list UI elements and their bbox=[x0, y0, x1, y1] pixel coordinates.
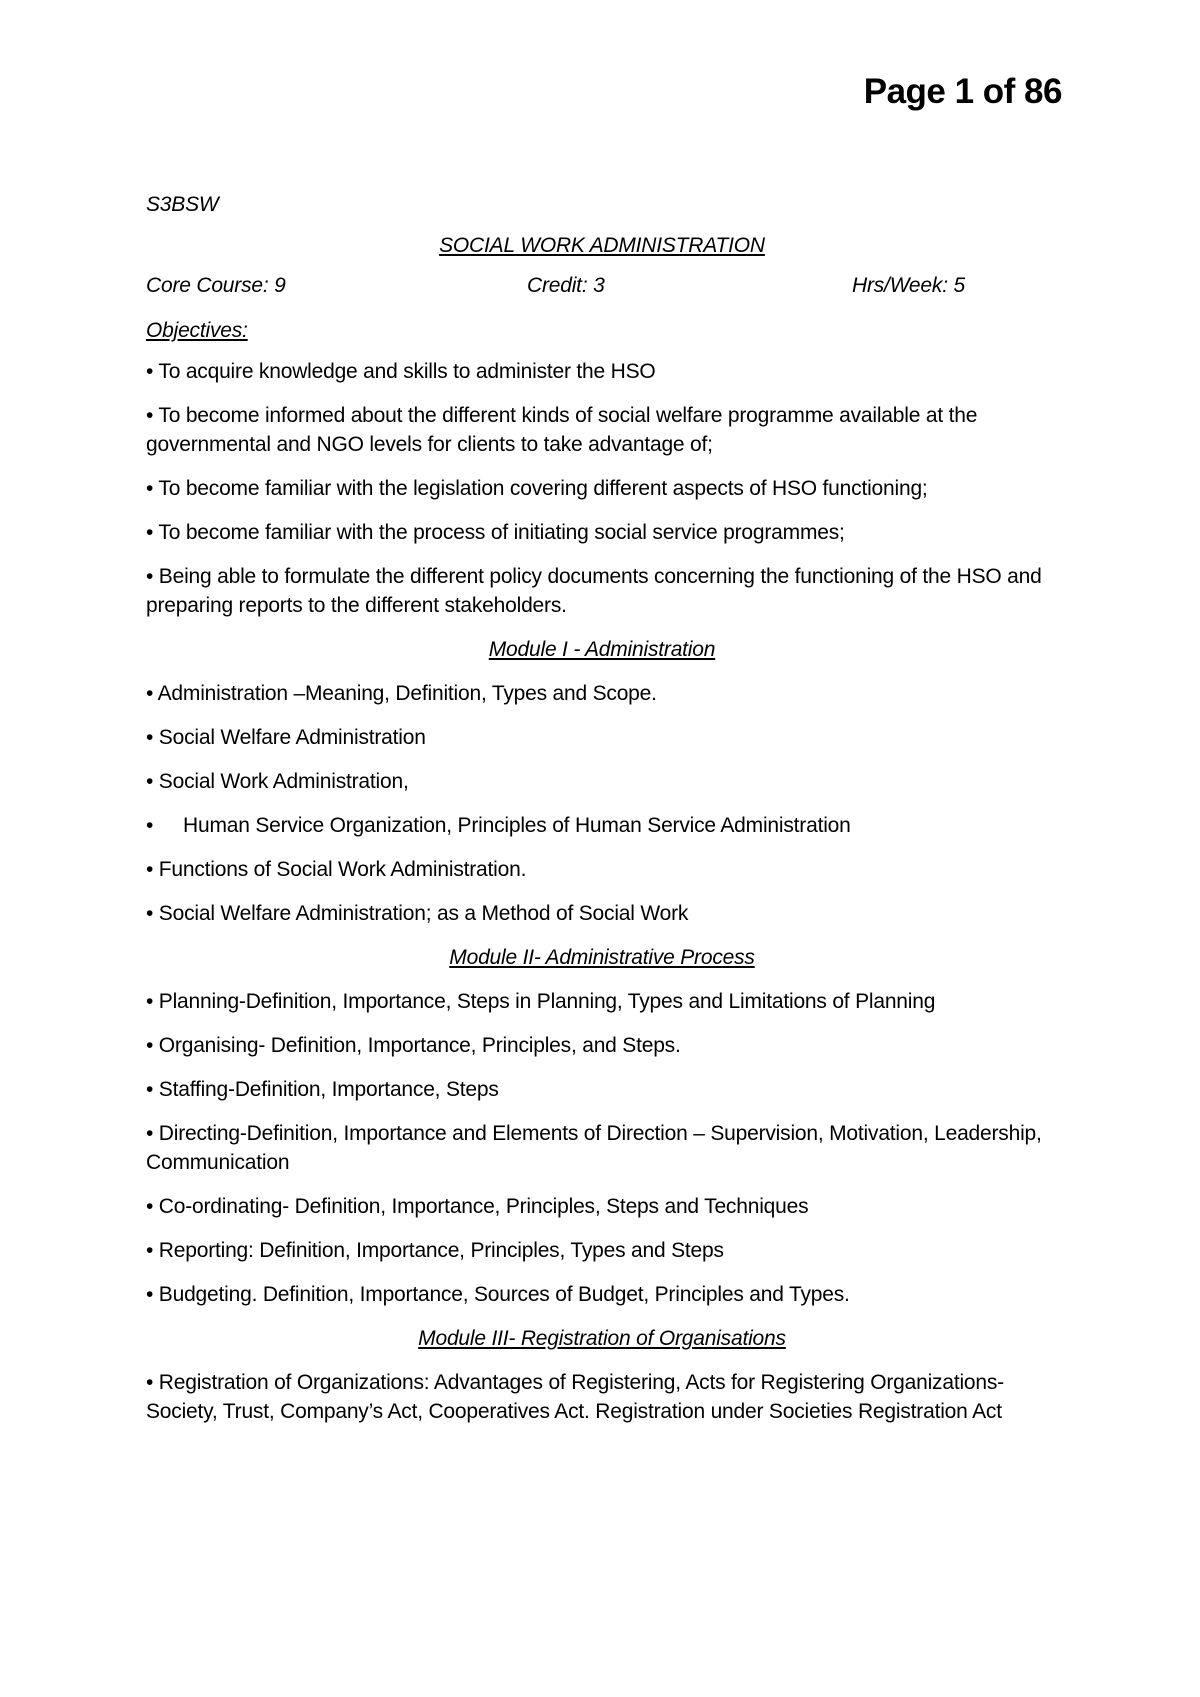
core-course-label: Core Course: 9 bbox=[146, 274, 286, 297]
hours-per-week-label: Hrs/Week: 5 bbox=[852, 274, 965, 297]
module-1-item: • Social Welfare Administration bbox=[146, 726, 426, 749]
objective-item: • To acquire knowledge and skills to administer the HSO bbox=[146, 360, 656, 383]
module-1-heading: Module I - Administration bbox=[488, 638, 716, 661]
credit-label: Credit: 3 bbox=[527, 274, 605, 297]
course-code: S3BSW bbox=[146, 193, 219, 216]
objective-item: • To become familiar with the process of initiating social service programmes; bbox=[146, 521, 845, 544]
module-2-item: • Directing-Definition, Importance and Elements of Direction – Supervision, Motivation, Leadership, Communication bbox=[146, 1122, 1042, 1174]
module-1-item: • Social Work Administration, bbox=[146, 770, 409, 793]
page-number: Page 1 of 86 bbox=[863, 72, 1062, 111]
module-2-item: • Staffing-Definition, Importance, Steps bbox=[146, 1078, 499, 1101]
module-2-item: • Co-ordinating- Definition, Importance, Principles, Steps and Techniques bbox=[146, 1195, 809, 1218]
module-2-item: • Organising- Definition, Importance, Principles, and Steps. bbox=[146, 1034, 681, 1057]
module-3-item: • Registration of Organizations: Advantages of Registering, Acts for Registering Organizations-Society, Trust, Company’s Act, Cooperatives Act. Registration under Societies Registration Act bbox=[146, 1371, 1004, 1423]
module-1-item: • Social Welfare Administration; as a Method of Social Work bbox=[146, 902, 689, 925]
module-1-item-text: Human Service Organization, Principles of Human Service Administration bbox=[183, 814, 851, 837]
objective-item: • Being able to formulate the different policy documents concerning the functioning of the HSO and preparing reports to the different stakeholders. bbox=[146, 565, 1042, 617]
module-2-item: • Planning-Definition, Importance, Steps in Planning, Types and Limitations of Planning bbox=[146, 990, 936, 1013]
document-body bbox=[146, 190, 1058, 1441]
module-2-heading: Module II- Administrative Process bbox=[449, 946, 755, 969]
module-1-item: • Functions of Social Work Administration. bbox=[146, 858, 527, 881]
course-meta bbox=[146, 271, 1058, 300]
module-1-item: • Administration –Meaning, Definition, Types and Scope. bbox=[146, 682, 657, 705]
course-title: SOCIAL WORK ADMINISTRATION bbox=[439, 234, 765, 257]
module-1-item bbox=[146, 811, 1058, 840]
objectives-heading: Objectives: bbox=[146, 319, 248, 342]
module-2-item: • Budgeting. Definition, Importance, Sources of Budget, Principles and Types. bbox=[146, 1283, 850, 1306]
module-3-heading: Module III- Registration of Organisations bbox=[418, 1327, 786, 1350]
module-2-item: • Reporting: Definition, Importance, Principles, Types and Steps bbox=[146, 1239, 724, 1262]
objective-item: • To become informed about the different kinds of social welfare programme available at the governmental and NGO levels for clients to take advantage of; bbox=[146, 404, 978, 456]
objective-item: • To become familiar with the legislation covering different aspects of HSO functioning; bbox=[146, 477, 928, 500]
bullet-marker: • bbox=[146, 814, 154, 837]
